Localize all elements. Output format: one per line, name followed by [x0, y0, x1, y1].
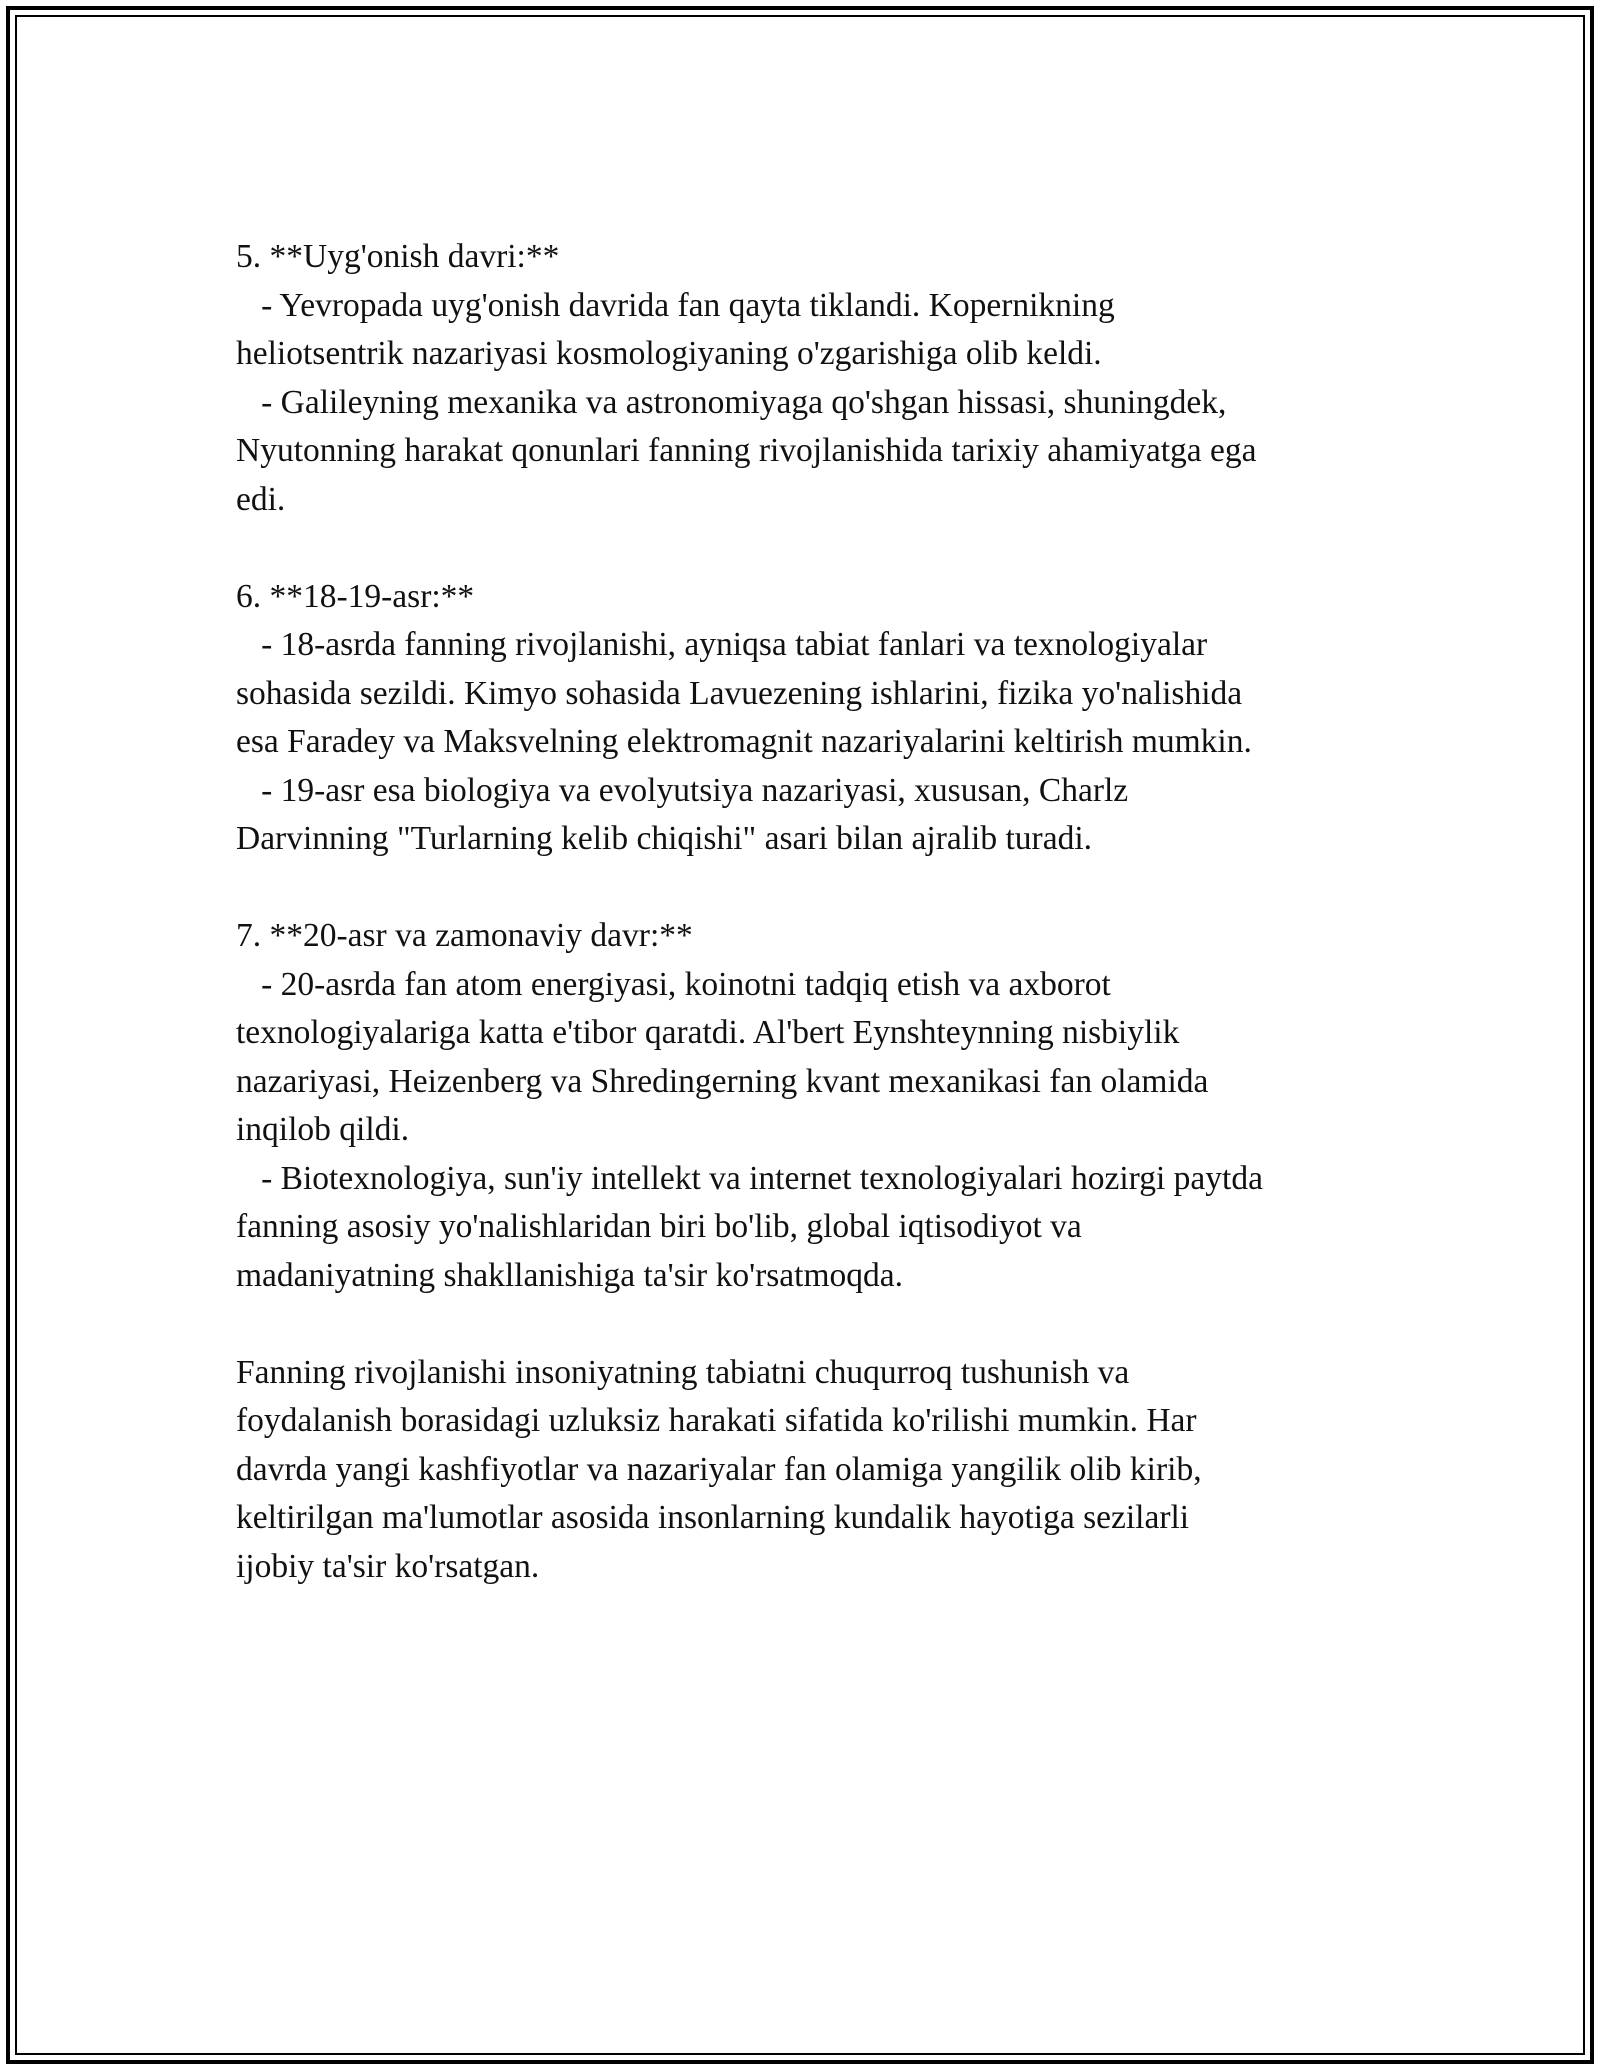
paragraph-line: sohasida sezildi. Kimyo sohasida Lavuezening ishlarini, fizika yo'nalishida — [236, 674, 1243, 712]
paragraph-line: ijobiy ta'sir ko'rsatgan. — [236, 1547, 540, 1585]
paragraph-line: heliotsentrik nazariyasi kosmologiyaning o'zgarishiga olib keldi. — [236, 335, 1102, 372]
paragraph-line: fanning asosiy yo'nalishlaridan biri bo'lib, global iqtisodiyot va — [236, 1208, 1082, 1245]
paragraph-line: esa Faradey va Maksvelning elektromagnit nazariyalarini keltirish mumkin. — [236, 723, 1252, 760]
paragraph-line: davrda yangi kashfiyotlar va nazariyalar fan olamiga yangilik olib kirib, — [236, 1450, 1202, 1488]
paragraph-line: - Biotexnologiya, sun'iy intellekt va internet texnologiyalari hozirgi paytda — [236, 1159, 1263, 1197]
paragraph-line: - 20-asrda fan atom energiyasi, koinotni tadqiq etish va axborot — [236, 965, 1111, 1003]
paragraph-line: edi. — [236, 480, 286, 518]
section-heading: 6. **18-19-asr:** — [236, 577, 475, 615]
document-body — [236, 233, 1416, 1591]
paragraph-line: foydalanish borasidagi uzluksiz harakati sifatida ko'rilishi mumkin. Har — [236, 1402, 1197, 1439]
paragraph-line: - 18-asrda fanning rivojlanishi, ayniqsa tabiat fanlari va texnologiyalar — [236, 626, 1208, 663]
paragraph-line: inqilob qildi. — [236, 1111, 410, 1148]
paragraph-line: Darvinning "Turlarning kelib chiqishi" asari bilan ajralib turadi. — [236, 820, 1093, 857]
paragraph-line: Fanning rivojlanishi insoniyatning tabiatni chuqurroq tushunish va — [236, 1353, 1130, 1391]
section-renaissance — [236, 233, 1416, 524]
paragraph-line: - Yevropada uyg'onish davrida fan qayta tiklandi. Kopernikning — [236, 286, 1115, 324]
paragraph-line: - 19-asr esa biologiya va evolyutsiya nazariyasi, xususan, Charlz — [236, 771, 1129, 809]
paragraph-line: nazariyasi, Heizenberg va Shredingerning kvant mexanikasi fan olamida — [236, 1062, 1209, 1100]
blank-line — [236, 1300, 1416, 1349]
conclusion-paragraph — [236, 1349, 1416, 1592]
blank-line — [236, 524, 1416, 573]
section-heading: 5. **Uyg'onish davri:** — [236, 238, 560, 275]
paragraph-line: keltirilgan ma'lumotlar asosida insonlarning kundalik hayotiga sezilarli — [236, 1499, 1190, 1536]
blank-line — [236, 864, 1416, 913]
paragraph-line: texnologiyalariga katta e'tibor qaratdi. Al'bert Eynshteynning nisbiylik — [236, 1014, 1180, 1051]
paragraph-line: madaniyatning shakllanishiga ta'sir ko'rsatmoqda. — [236, 1256, 904, 1294]
section-18-19-century — [236, 573, 1416, 864]
section-heading: 7. **20-asr va zamonaviy davr:** — [236, 917, 693, 954]
paragraph-line: - Galileyning mexanika va astronomiyaga qo'shgan hissasi, shuningdek, — [236, 383, 1227, 421]
section-20th-century — [236, 912, 1416, 1300]
paragraph-line: Nyutonning harakat qonunlari fanning rivojlanishida tarixiy ahamiyatga ega — [236, 432, 1257, 469]
